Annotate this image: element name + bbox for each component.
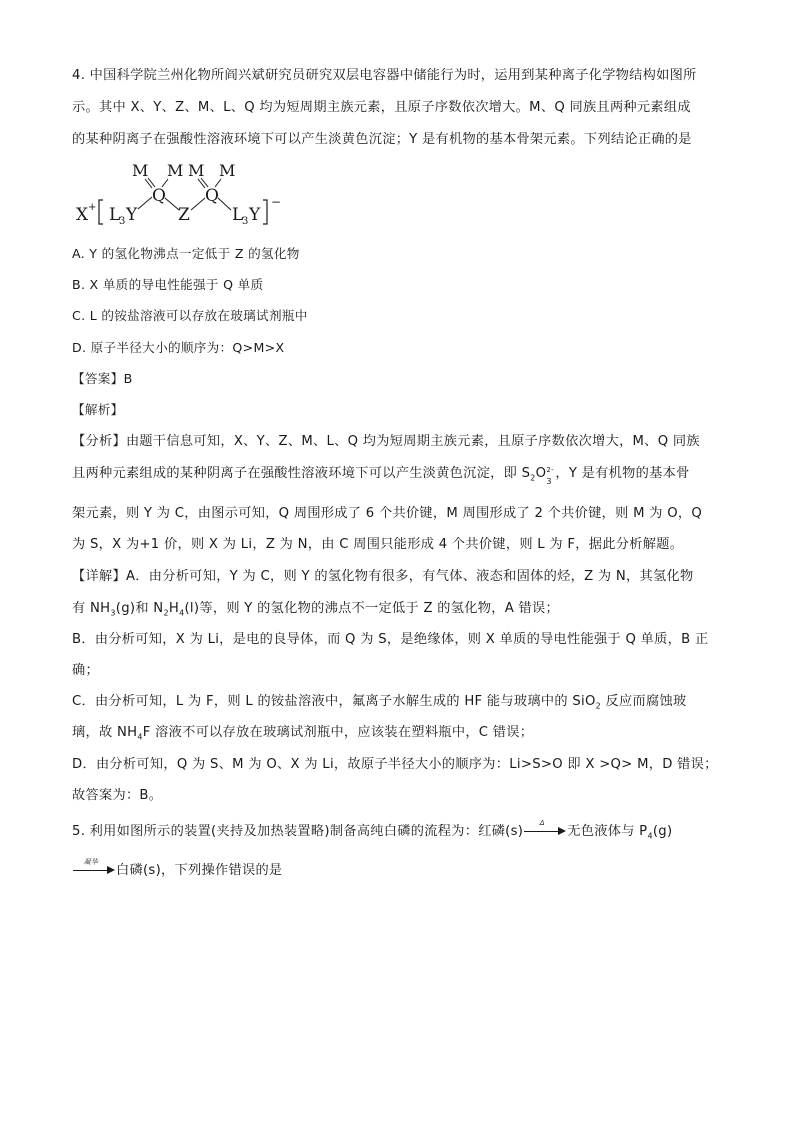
detail-line-6: 璃，故 $NH_4F$ 溶液不可以存放在玻璃试剂瓶中，应该装在塑料瓶中，C 错误； [72, 725, 534, 742]
q5-line-2: 凝华 白磷(s)，下列操作错误的是 [72, 862, 732, 880]
right-l: L [232, 205, 244, 225]
q4-stem-line-3: 的某种阴离子在强酸性溶液环境下可以产生淡黄色沉淀；Y 是有机物的基本骨架元素。下列结论正确的是 [72, 132, 692, 147]
q4-stem-line-2: 示。其中 X、Y、Z、M、L、Q 均为短周期主族元素，且原子序数依次增大。M、Q 同族且两种元素组成 [72, 100, 691, 115]
right-y: Y [249, 205, 261, 225]
q4-option-d: D. 原子半径大小的顺序为：Q>M>X [72, 340, 285, 355]
detail-line-2: 有 $NH_3(g)$和 $N_2H_4(l)$等，则 Y 的氢化物的沸点不一定低于 Z 的氢化物，A 错误； [72, 601, 560, 618]
anion-charge: − [271, 195, 282, 209]
q4-answer: 【答案】B [72, 371, 133, 386]
analysis-line-4: 为 S，X 为+1 价，则 X 为 Li，Z 为 N，由 C 周围只能形成 4 个共价键，则 L 为 F，据此分析解题。 [72, 537, 684, 552]
right-m4: M [219, 161, 236, 180]
detail-line-1: 【详解】A．由分析可知，Y 为 C，则 Y 的氢化物有很多，有气体、液态和固体的烃，Z 为 N，其氢化物 [72, 569, 694, 584]
double-bond-right-a1 [198, 179, 205, 188]
heating-arrow: Δ [524, 823, 566, 837]
q5-line-1: 5. 利用如图所示的装置(夹持及加热装置略)制备高纯白磷的流程为：红磷(s) Δ 无色液体与 $P_4(g)$ [72, 819, 673, 841]
analysis-line-2: 且两种元素组成的某种阴离子在强酸性溶液环境下可以产生淡黄色沉淀，即 $S_2O$ 2- 3 ，Y 是有机物的基本骨 [72, 466, 690, 486]
detail-line-7: D．由分析可知，Q 为 S、M 为 O、X 为 Li，故原子半径大小的顺序为：Li>S>O 即 X >Q> M，D 错误； [72, 757, 718, 772]
q4-option-a: A. Y 的氢化物沸点一定低于 Z 的氢化物 [72, 246, 300, 261]
structure-formula-drawing [72, 160, 292, 230]
sublimation-arrow: 凝华 [73, 862, 115, 876]
right-m3: M [188, 161, 205, 180]
q4-option-b: B. X 单质的导电性能强于 Q 单质 [72, 277, 264, 292]
center-z: Z [178, 205, 190, 225]
cation-charge: + [88, 202, 97, 213]
right-sub3: 3 [242, 216, 249, 227]
detail-line-4: 确； [72, 663, 99, 678]
left-q: Q [152, 186, 166, 206]
bond-z-q-right [191, 198, 205, 210]
left-y: Y [126, 205, 138, 225]
left-l: L [109, 205, 121, 225]
detail-line-8: 故答案为：B。 [72, 788, 163, 803]
right-bracket [263, 200, 267, 224]
ionic-compound-structure [72, 160, 292, 230]
left-bracket [99, 200, 103, 224]
left-sub3: 3 [119, 216, 126, 227]
bond-y-q-left [138, 197, 152, 209]
q4-analysis-heading: 【解析】 [72, 402, 124, 417]
analysis-line-1: 【分析】由题干信息可知，X、Y、Z、M、L、Q 均为短周期主族元素，且原子序数依次增大，M、Q 同族 [72, 434, 700, 449]
q4-option-c: C. L 的铵盐溶液可以存放在玻璃试剂瓶中 [72, 308, 308, 323]
left-m1: M [132, 161, 149, 180]
detail-line-3: B．由分析可知，X 为 Li，是电的良导体，而 Q 为 S，是绝缘体，则 X 单质的导电性能强于 Q 单质，B 正 [72, 632, 709, 647]
bond-q-z-left [165, 198, 179, 210]
cation-x: X [76, 205, 89, 225]
detail-line-5: C．由分析可知，L 为 F，则 L 的铵盐溶液中，氟离子水解生成的 HF 能与玻璃中的 SiO$_2$ 反应而腐蚀玻 [72, 694, 687, 711]
right-q: Q [205, 186, 219, 206]
double-bond-left-a1 [145, 179, 152, 188]
q4-stem-line-1: 4. 中国科学院兰州化物所阎兴斌研究员研究双层电容器中储能行为时，运用到某种离子化学物结构如图所 [72, 68, 697, 83]
analysis-line-3: 架元素，则 Y 为 C，由图示可知，Q 周围形成了 6 个共价键，M 周围形成了 2 个共价键，则 M 为 O，Q [72, 506, 703, 521]
bond-q-y-right [218, 198, 231, 210]
left-m2: M [167, 161, 184, 180]
